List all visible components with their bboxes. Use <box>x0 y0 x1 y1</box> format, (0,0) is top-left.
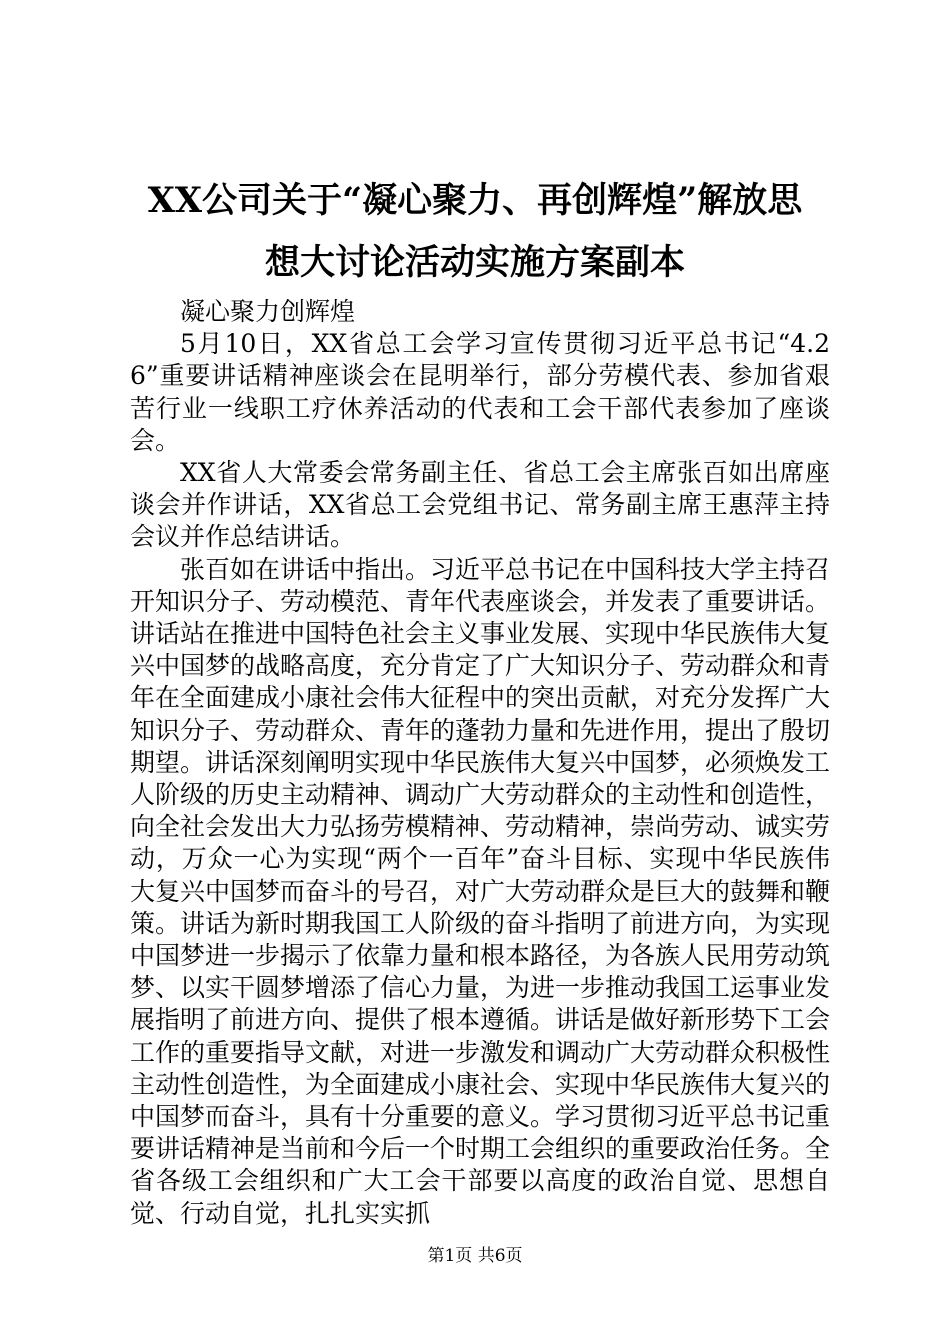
paragraph-2: XX省人大常委会常务副主任、省总工会主席张百如出席座谈会并作讲话，XX省总工会党组书记、常务副主席王惠萍主持会议并作总结讲话。 <box>130 458 830 552</box>
document-title-line-1: XX公司关于“凝心聚力、再创辉煌”解放思 <box>147 180 803 221</box>
document-title <box>100 170 850 294</box>
document-title-line-2: 想大讨论活动实施方案副本 <box>264 242 685 283</box>
document-body <box>130 296 830 1230</box>
paragraph-3: 张百如在讲话中指出。习近平总书记在中国科技大学主持召开知识分子、劳动模范、青年代表座谈会，并发表了重要讲话。讲话站在推进中国特色社会主义事业发展、实现中华民族伟大复兴中国梦的战略高度，充分肯定了广大知识分子、劳动群众和青年在全面建成小康社会伟大征程中的突出贡献，对充分发挥广大知识分子、劳动群众、青年的蓬勃力量和先进作用，提出了殷切期望。讲话深刻阐明实现中华民族伟大复兴中国梦，必须焕发工人阶级的历史主动精神、调动广大劳动群众的主动性和创造性，向全社会发出大力弘扬劳模精神、劳动精神，崇尚劳动、诚实劳动，万众一心为实现“两个一百年”奋斗目标、实现中华民族伟大复兴中国梦而奋斗的号召，对广大劳动群众是巨大的鼓舞和鞭策。讲话为新时期我国工人阶级的奋斗指明了前进方向，为实现中国梦进一步揭示了依靠力量和根本路径，为各族人民用劳动筑梦、以实干圆梦增添了信心力量，为进一步推动我国工运事业发展指明了前进方向、提供了根本遵循。讲话是做好新形势下工会工作的重要指导文献，对进一步激发和调动广大劳动群众积极性主动性创造性，为全面建成小康社会、实现中华民族伟大复兴的中国梦而奋斗，具有十分重要的意义。学习贯彻习近平总书记重要讲话精神是当前和今后一个时期工会组织的重要政治任务。全省各级工会组织和广大工会干部要以高度的政治自觉、思想自觉、行动自觉，扎扎实实抓 <box>130 554 831 1228</box>
page-number-footer: 第1页 共6页 <box>427 1246 523 1266</box>
paragraph-1: 5月10日，XX省总工会学习宣传贯彻习近平总书记“4.26”重要讲话精神座谈会在昆明举行，部分劳模代表、参加省艰苦行业一线职工疗休养活动的代表和工会干部代表参加了座谈会。 <box>130 329 830 455</box>
paragraph-subtitle: 凝心聚力创辉煌 <box>180 297 356 326</box>
